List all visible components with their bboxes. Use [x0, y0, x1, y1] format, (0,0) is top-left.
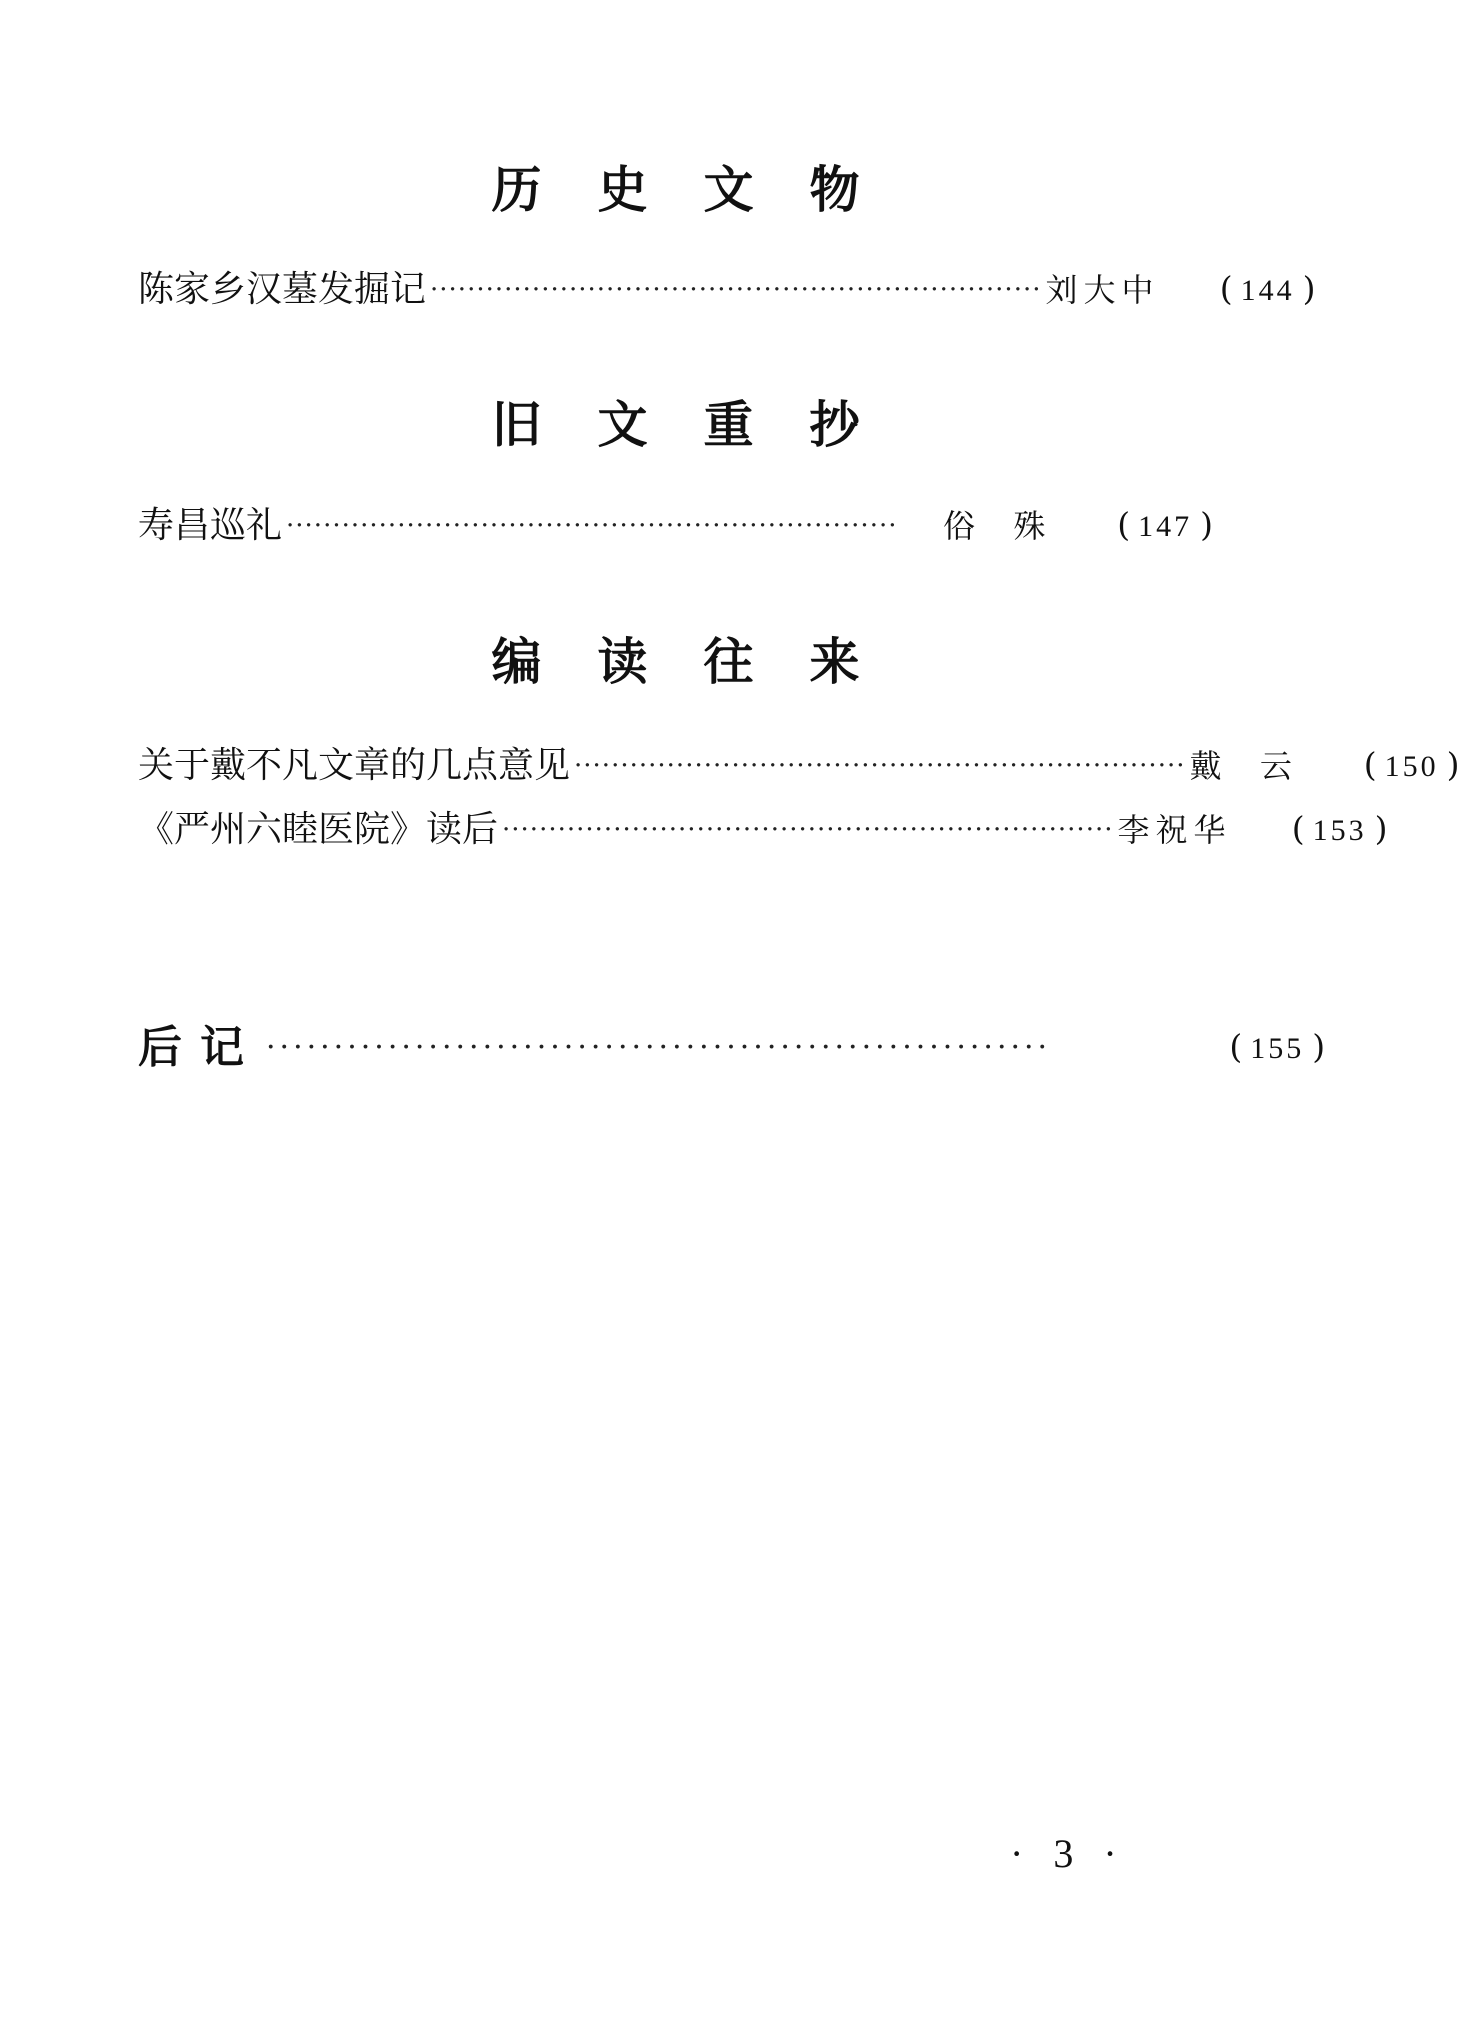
section-heading-reprint: 旧文重抄	[491, 396, 916, 454]
toc-entry[interactable]	[138, 804, 1388, 856]
entry-author: 戴 云	[1189, 747, 1298, 785]
entry-author: 刘大中	[1045, 271, 1160, 309]
entry-title: 关于戴不凡文章的几点意见	[138, 745, 571, 786]
toc-entry-postscript[interactable]	[138, 1018, 1326, 1078]
entry-title: 陈家乡汉墓发掘记	[138, 269, 427, 310]
entry-author: 李祝华	[1117, 811, 1232, 849]
toc-entry[interactable]	[138, 264, 1316, 316]
entry-title: 《严州六睦医院》读后	[138, 809, 499, 850]
dot-leader: ··································································	[430, 275, 1042, 305]
entry-page: ( 153 )	[1291, 809, 1388, 848]
entry-page: ( 150 )	[1363, 745, 1459, 784]
section-heading-history: 历史文物	[491, 161, 916, 219]
dot-leader: ··································································	[286, 511, 898, 541]
section-heading-letters: 编读往来	[491, 633, 916, 691]
entry-page: ( 155 )	[1229, 1027, 1326, 1066]
entry-page: ( 144 )	[1219, 269, 1316, 308]
entry-title: 寿昌巡礼	[138, 505, 283, 546]
entry-author: 俗 殊	[943, 507, 1052, 545]
entry-title: 后记	[138, 1022, 262, 1073]
page-number: · 3 ·	[1010, 1831, 1127, 1876]
toc-entry[interactable]	[138, 500, 1213, 552]
toc-entry[interactable]	[138, 740, 1459, 792]
dot-leader: ··························································	[266, 1030, 1052, 1065]
dot-leader: ··································································	[574, 751, 1186, 781]
entry-page: ( 147 )	[1117, 505, 1213, 544]
dot-leader: ··································································	[502, 815, 1114, 845]
